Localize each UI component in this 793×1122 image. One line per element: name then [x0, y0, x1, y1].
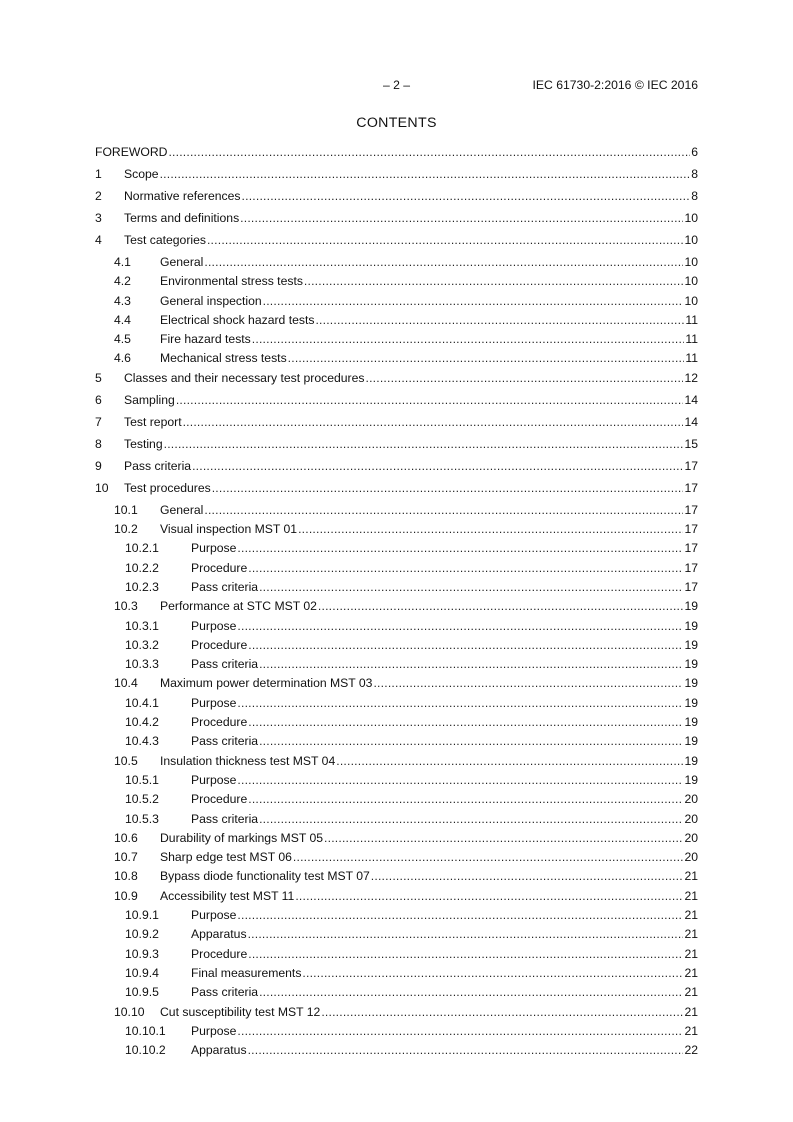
toc-entry[interactable]	[95, 188, 698, 210]
toc-entry-title: Purpose	[191, 541, 237, 556]
toc-entry-title: General inspection	[160, 293, 262, 308]
dot-leader	[204, 254, 683, 270]
page-header	[0, 77, 793, 93]
toc-entry-title: Purpose	[191, 772, 237, 787]
toc-entry[interactable]	[95, 370, 698, 392]
dot-leader	[212, 480, 684, 496]
toc-entry[interactable]	[95, 350, 698, 369]
toc-entry-title: Pass criteria	[124, 458, 192, 473]
dot-leader	[242, 188, 691, 204]
toc-entry[interactable]	[95, 502, 698, 521]
toc-entry-page: 17	[684, 560, 698, 575]
dot-leader	[207, 232, 683, 248]
toc-entry[interactable]	[95, 1042, 698, 1061]
toc-entry-page: 19	[684, 676, 698, 691]
toc-entry-title: Apparatus	[191, 1043, 247, 1058]
toc-entry[interactable]	[95, 436, 698, 458]
toc-entry-number: 5	[95, 370, 102, 385]
toc-entry-number: 10.3.3	[125, 657, 159, 672]
toc-entry-page: 19	[684, 753, 698, 768]
dot-leader	[237, 618, 683, 634]
toc-entry-page: 12	[684, 370, 698, 385]
toc-entry-page: 20	[684, 850, 698, 865]
toc-entry[interactable]	[95, 675, 698, 694]
toc-entry-page: 11	[685, 332, 698, 347]
dot-leader	[237, 1023, 683, 1039]
toc-entry-title: Pass criteria	[191, 579, 259, 594]
toc-entry-title: Pass criteria	[191, 657, 259, 672]
toc-entry-page: 19	[684, 715, 698, 730]
toc-entry-page: 15	[684, 436, 698, 451]
dot-leader	[371, 868, 684, 884]
toc-entry-page: 19	[684, 695, 698, 710]
toc-entry-number: 7	[95, 414, 102, 429]
toc-entry-title: Mechanical stress tests	[160, 351, 287, 366]
toc-entry-title: Durability of markings MST 05	[160, 830, 324, 845]
toc-entry-page: 21	[684, 1023, 698, 1038]
toc-entry-number: 10.9.1	[125, 908, 159, 923]
toc-entry[interactable]	[95, 312, 698, 331]
toc-entry-number: 10.2	[114, 522, 138, 537]
toc-entry-number: 4.5	[114, 332, 131, 347]
toc-entry[interactable]	[95, 480, 698, 502]
toc-entry-page: 20	[684, 811, 698, 826]
toc-entry-number: 10.5	[114, 753, 138, 768]
dot-leader	[248, 637, 683, 653]
toc-entry-page: 21	[684, 946, 698, 961]
dot-leader	[237, 772, 683, 788]
table-of-contents	[95, 144, 698, 1061]
toc-entry-page: 20	[684, 792, 698, 807]
toc-entry-page: 8	[691, 189, 698, 203]
toc-entry-title: Sampling	[124, 392, 175, 407]
dot-leader	[237, 540, 683, 556]
dot-leader	[248, 560, 683, 576]
toc-entry[interactable]	[95, 965, 698, 984]
toc-entry-number: 10.6	[114, 830, 138, 845]
toc-entry-number: 10.9.4	[125, 965, 159, 980]
toc-entry-number: 10.3.2	[125, 637, 159, 652]
dot-leader	[259, 733, 683, 749]
toc-entry-page: 10	[684, 293, 698, 308]
toc-entry-page: 19	[684, 618, 698, 633]
toc-entry-page: 17	[684, 579, 698, 594]
toc-entry[interactable]	[95, 144, 698, 166]
toc-entry-title: Pass criteria	[191, 811, 259, 826]
dot-leader	[259, 984, 683, 1000]
dot-leader	[315, 312, 684, 328]
toc-entry-title: Pass criteria	[191, 734, 259, 749]
toc-entry-title: Visual inspection MST 01	[160, 522, 298, 537]
toc-entry-page: 21	[684, 985, 698, 1000]
toc-entry-number: 1	[95, 167, 102, 181]
dot-leader	[373, 675, 683, 691]
toc-entry-number: 10.1	[114, 502, 138, 517]
toc-entry-title: Pass criteria	[191, 985, 259, 1000]
toc-entry-number: 10.4	[114, 676, 138, 691]
toc-entry[interactable]	[95, 753, 698, 772]
dot-leader	[164, 436, 684, 452]
toc-entry[interactable]	[95, 254, 698, 273]
toc-entry-number: 10.7	[114, 850, 138, 865]
dot-leader	[248, 926, 684, 942]
toc-entry-page: 17	[684, 522, 698, 537]
toc-entry-title: Procedure	[191, 637, 248, 652]
toc-entry-number: 4.3	[114, 293, 131, 308]
toc-entry-number: 2	[95, 189, 102, 203]
toc-entry-number: 4	[95, 233, 102, 247]
toc-entry-page: 17	[684, 541, 698, 556]
toc-entry[interactable]	[95, 392, 698, 414]
toc-entry-title: Test categories	[124, 233, 206, 247]
dot-leader	[183, 414, 684, 430]
toc-entry-number: 6	[95, 392, 102, 407]
toc-entry-number: 10.10.1	[125, 1023, 166, 1038]
toc-entry-page: 19	[684, 637, 698, 652]
toc-entry[interactable]	[95, 1023, 698, 1042]
toc-entry-title: Environmental stress tests	[160, 274, 303, 289]
toc-entry[interactable]	[95, 811, 698, 830]
toc-entry-title: Purpose	[191, 695, 237, 710]
toc-entry[interactable]	[95, 540, 698, 559]
toc-entry[interactable]	[95, 695, 698, 714]
dot-leader	[293, 849, 684, 865]
toc-entry-title: Classes and their necessary test procedures	[124, 370, 365, 385]
toc-entry[interactable]	[95, 926, 698, 945]
toc-entry-number: 10.9.2	[125, 927, 159, 942]
toc-entry-page: 21	[684, 1004, 698, 1019]
contents-title: CONTENTS	[356, 115, 437, 131]
toc-entry-number: 10	[95, 480, 109, 495]
dot-leader	[304, 273, 684, 289]
dot-leader	[160, 166, 691, 182]
toc-entry-title: Test procedures	[124, 480, 211, 495]
toc-entry-number: 4.1	[114, 255, 131, 269]
toc-entry[interactable]	[95, 946, 698, 965]
toc-entry[interactable]	[95, 618, 698, 637]
toc-entry[interactable]	[95, 579, 698, 598]
dot-leader	[237, 907, 683, 923]
toc-entry[interactable]	[95, 888, 698, 907]
dot-leader	[204, 502, 683, 518]
toc-entry-page: 14	[684, 392, 698, 407]
toc-entry[interactable]	[95, 772, 698, 791]
toc-entry-page: 20	[684, 830, 698, 845]
toc-entry-number: 3	[95, 211, 102, 225]
dot-leader	[295, 888, 683, 904]
toc-entry-page: 11	[685, 351, 698, 366]
toc-entry-page: 10	[684, 274, 698, 289]
toc-entry-title: Testing	[124, 436, 163, 451]
toc-entry-title: Fire hazard tests	[160, 332, 251, 347]
toc-entry-title: Terms and definitions	[124, 211, 240, 225]
toc-entry-title: Sharp edge test MST 06	[160, 850, 292, 865]
toc-entry-title: General	[160, 502, 204, 517]
toc-entry[interactable]	[95, 210, 698, 232]
toc-entry-title: Electrical shock hazard tests	[160, 312, 315, 327]
toc-entry-title: Bypass diode functionality test MST 07	[160, 869, 370, 884]
toc-entry-page: 14	[684, 414, 698, 429]
document-reference: IEC 61730-2:2016 © IEC 2016	[532, 78, 698, 92]
page-number: – 2 –	[382, 78, 411, 92]
toc-entry-number: 8	[95, 436, 102, 451]
toc-entry[interactable]	[95, 232, 698, 254]
dot-leader	[248, 714, 683, 730]
toc-entry-number: 10.4.2	[125, 715, 159, 730]
toc-entry-title: Purpose	[191, 1023, 237, 1038]
toc-entry-page: 17	[684, 458, 698, 473]
toc-entry-page: 10	[684, 211, 698, 225]
toc-entry[interactable]	[95, 521, 698, 540]
toc-entry-page: 19	[684, 599, 698, 614]
toc-entry-title: Purpose	[191, 908, 237, 923]
dot-leader	[298, 521, 683, 537]
dot-leader	[192, 458, 683, 474]
toc-entry-number: 10.5.1	[125, 772, 159, 787]
toc-entry[interactable]	[95, 637, 698, 656]
dot-leader	[248, 791, 683, 807]
toc-entry-number: 9	[95, 458, 102, 473]
toc-entry-title: Apparatus	[191, 927, 247, 942]
toc-entry-title: Accessibility test MST 11	[160, 888, 295, 903]
toc-entry-title: Test report	[124, 414, 182, 429]
toc-entry-number: 10.9.3	[125, 946, 159, 961]
toc-entry-page: 6	[691, 145, 698, 159]
toc-entry-number: 10.5.2	[125, 792, 159, 807]
toc-entry[interactable]	[95, 830, 698, 849]
toc-entry-page: 10	[684, 233, 698, 247]
dot-leader	[302, 965, 683, 981]
dot-leader	[259, 811, 683, 827]
toc-entry-page: 10	[684, 255, 698, 269]
toc-entry-number: 10.2.1	[125, 541, 159, 556]
dot-leader	[336, 753, 683, 769]
toc-entry-page: 21	[684, 927, 698, 942]
toc-entry[interactable]	[95, 907, 698, 926]
dot-leader	[248, 946, 683, 962]
toc-entry-number: 4.2	[114, 274, 131, 289]
toc-entry-page: 11	[685, 312, 698, 327]
toc-entry-number: 10.4.3	[125, 734, 159, 749]
toc-entry-page: 17	[684, 502, 698, 517]
toc-entry-title: Cut susceptibility test MST 12	[160, 1004, 321, 1019]
toc-entry-number: 10.4.1	[125, 695, 159, 710]
toc-entry-title: Performance at STC MST 02	[160, 599, 317, 614]
toc-entry[interactable]	[95, 331, 698, 350]
toc-entry-title: General	[160, 255, 204, 269]
toc-entry-title: Normative references	[124, 189, 241, 203]
toc-entry-title: Procedure	[191, 560, 248, 575]
toc-entry-title: Scope	[124, 167, 159, 181]
toc-entry[interactable]	[95, 166, 698, 188]
dot-leader	[324, 830, 683, 846]
toc-entry[interactable]	[95, 560, 698, 579]
toc-entry-title: Purpose	[191, 618, 237, 633]
toc-entry[interactable]	[95, 656, 698, 675]
dot-leader	[237, 695, 683, 711]
toc-entry-title: FOREWORD	[95, 145, 168, 159]
dot-leader	[252, 331, 685, 347]
dot-leader	[318, 598, 684, 614]
dot-leader	[259, 579, 683, 595]
toc-entry-number: 10.10.2	[125, 1043, 166, 1058]
toc-entry-page: 19	[684, 772, 698, 787]
dot-leader	[263, 293, 684, 309]
dot-leader	[176, 392, 684, 408]
toc-entry[interactable]	[95, 984, 698, 1003]
toc-entry-title: Procedure	[191, 946, 248, 961]
toc-entry[interactable]	[95, 791, 698, 810]
dot-leader	[259, 656, 683, 672]
toc-entry-number: 10.2.2	[125, 560, 159, 575]
toc-entry-number: 10.5.3	[125, 811, 159, 826]
toc-entry-title: Procedure	[191, 715, 248, 730]
toc-entry[interactable]	[95, 868, 698, 887]
toc-entry-page: 21	[684, 869, 698, 884]
toc-entry-number: 4.6	[114, 351, 131, 366]
toc-entry-number: 10.8	[114, 869, 138, 884]
toc-entry[interactable]	[95, 414, 698, 436]
toc-entry-number: 4.4	[114, 312, 131, 327]
toc-entry-title: Insulation thickness test MST 04	[160, 753, 336, 768]
toc-entry-number: 10.2.3	[125, 579, 159, 594]
dot-leader	[321, 1004, 683, 1020]
toc-entry-number: 10.3.1	[125, 618, 159, 633]
toc-entry-page: 21	[684, 888, 698, 903]
dot-leader	[365, 370, 683, 386]
toc-entry-number: 10.10	[114, 1004, 145, 1019]
toc-entry-title: Maximum power determination MST 03	[160, 676, 373, 691]
toc-entry-number: 10.9.5	[125, 985, 159, 1000]
toc-entry[interactable]	[95, 1004, 698, 1023]
toc-entry-page: 17	[684, 480, 698, 495]
dot-leader	[288, 350, 685, 366]
toc-entry[interactable]	[95, 458, 698, 480]
dot-leader	[240, 210, 683, 226]
toc-entry[interactable]	[95, 849, 698, 868]
dot-leader	[168, 144, 690, 160]
toc-entry-page: 19	[684, 734, 698, 749]
toc-entry[interactable]	[95, 733, 698, 752]
toc-entry-page: 22	[684, 1043, 698, 1058]
toc-entry-number: 10.3	[114, 599, 138, 614]
toc-entry[interactable]	[95, 714, 698, 733]
toc-entry[interactable]	[95, 598, 698, 617]
toc-entry-title: Final measurements	[191, 965, 302, 980]
toc-entry-page: 21	[684, 908, 698, 923]
toc-entry-title: Procedure	[191, 792, 248, 807]
toc-entry[interactable]	[95, 273, 698, 292]
toc-entry-page: 8	[691, 167, 698, 181]
dot-leader	[248, 1042, 684, 1058]
toc-entry-page: 21	[684, 965, 698, 980]
toc-entry-number: 10.9	[114, 888, 138, 903]
toc-entry-page: 19	[684, 657, 698, 672]
toc-entry[interactable]	[95, 293, 698, 312]
